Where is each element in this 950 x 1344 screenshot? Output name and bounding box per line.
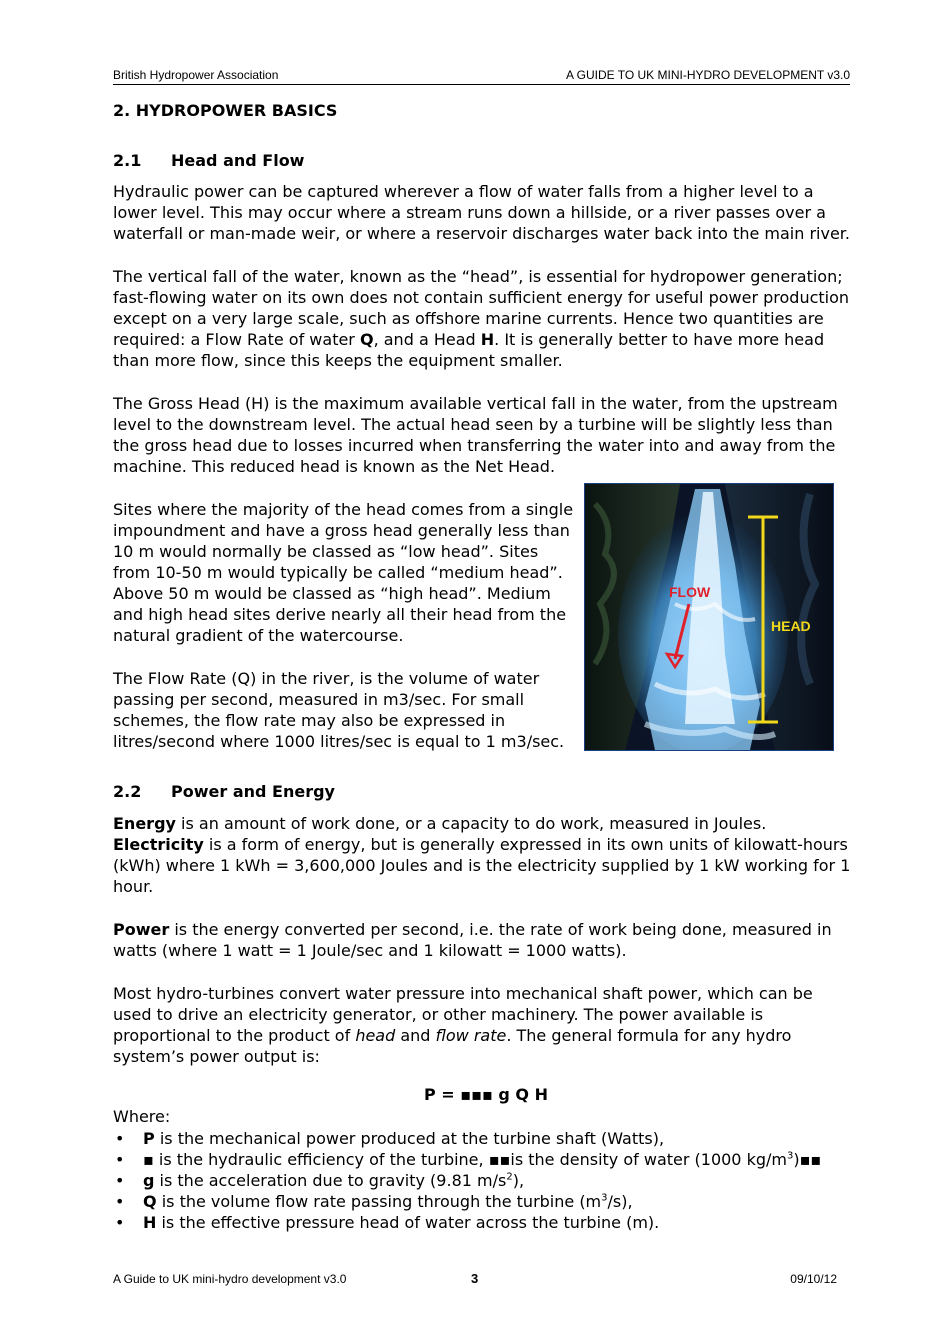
footer-date: 09/10/12 <box>790 1272 837 1286</box>
paragraph-energy: Energy is an amount of work done, or a capacity to do work, measured in Joules. Electricity is a form of energy, but is generally expressed in its own units of kilowatt-hours (kWh) where 1 kWh = 3,600,000 Joules and is the electricity supplied by 1 kW working for 1 hour. <box>113 814 851 896</box>
section-title: 2. HYDROPOWER BASICS <box>113 101 338 120</box>
paragraph-flow-rate: The Flow Rate (Q) in the river, is the volume of water passing per second, measured in m3/sec. For small schemes, the flow rate may also be expressed in litres/second where 1000 litres/sec is equal to 1 m3/sec. <box>113 669 565 751</box>
paragraph-head-flow-1: Hydraulic power can be captured wherever a flow of water falls from a higher level to a lower level. This may occur where a stream runs down a hillside, or a river passes over a waterfall or man-made weir, or where a reservoir discharges water back into the main river. <box>113 182 850 243</box>
heading-2-1 <box>113 151 304 170</box>
paragraph-gross-head: The Gross Head (H) is the maximum available vertical fall in the water, from the upstream level to the downstream level. The actual head seen by a turbine will be slightly less than the gross head due to losses incurred when transferring the water into and away from the machine. This reduced head is known as the Net Head. <box>113 394 838 476</box>
paragraph-head-classes: Sites where the majority of the head comes from a single impoundment and have a gross head generally less than 10 m would normally be classed as “low head”. Sites from 10-50 m would typically be called “medium head”. Above 50 m would be classed as “high head”. Medium and high head sites derive nearly all their head from the natural gradient of the watercourse. <box>113 500 574 645</box>
header-left: British Hydropower Association <box>113 68 279 82</box>
flow-label: FLOW <box>669 584 711 600</box>
variable-list <box>113 1128 821 1233</box>
heading-2-2 <box>113 782 335 801</box>
electricity-term: Electricity <box>113 835 204 854</box>
q-symbol: Q <box>359 330 374 349</box>
power-formula: P = ▪▪▪ g Q H <box>424 1085 548 1104</box>
heading-text: Power and Energy <box>171 782 335 801</box>
list-item: • H is the effective pressure head of water across the turbine (m). <box>115 1213 660 1232</box>
heading-text: Head and Flow <box>171 151 305 170</box>
list-item: • P is the mechanical power produced at the turbine shaft (Watts), <box>115 1129 665 1148</box>
paragraph-power: Power is the energy converted per second, i.e. the rate of work being done, measured in watts (where 1 watt = 1 Joule/sec and 1 kilowatt = 1000 watts). <box>113 920 832 960</box>
paragraph-turbines: Most hydro-turbines convert water pressure into mechanical shaft power, which can be used to drive an electricity generator, or other machinery. The power available is proportional to the product of head and flow rate. The general formula for any hydro system’s power output is: <box>113 984 813 1066</box>
list-item: • ▪ is the hydraulic efficiency of the turbine, ▪▪is the density of water (1000 $kg/m^3)▪▪$ <box>115 1150 822 1169</box>
list-item: • Q is the volume flow rate passing through the turbine $(m^3/s)$, <box>115 1192 633 1211</box>
heading-number: 2.2 <box>113 782 142 801</box>
where-label: Where: <box>113 1107 171 1126</box>
page-footer <box>113 1272 837 1288</box>
heading-number: 2.1 <box>113 151 142 170</box>
waterfall-figure <box>584 483 834 751</box>
h-symbol: H <box>480 330 495 349</box>
power-term: Power <box>113 920 170 939</box>
page-number: 3 <box>471 1271 479 1286</box>
paragraph-head-flow-2: The vertical fall of the water, known as the “head”, is essential for hydropower generation; fast-flowing water on its own does not contain sufficient energy for useful power production except on a very large scale, such as offshore marine currents. Hence two quantities are required: a Flow Rate of water Q, and a Head H. It is generally better to have more head than more flow, since this keeps the equipment smaller. <box>113 267 850 370</box>
footer-left: A Guide to UK mini-hydro development v3.0 <box>113 1272 347 1286</box>
head-label: HEAD <box>771 618 811 634</box>
page-header <box>113 67 850 85</box>
energy-term: Energy <box>113 814 176 833</box>
waterfall-illustration <box>585 484 833 750</box>
list-item: • g is the acceleration due to gravity (9.81 $m/s^2$), <box>115 1171 525 1190</box>
header-right: A GUIDE TO UK MINI-HYDRO DEVELOPMENT v3.0 <box>565 68 850 82</box>
